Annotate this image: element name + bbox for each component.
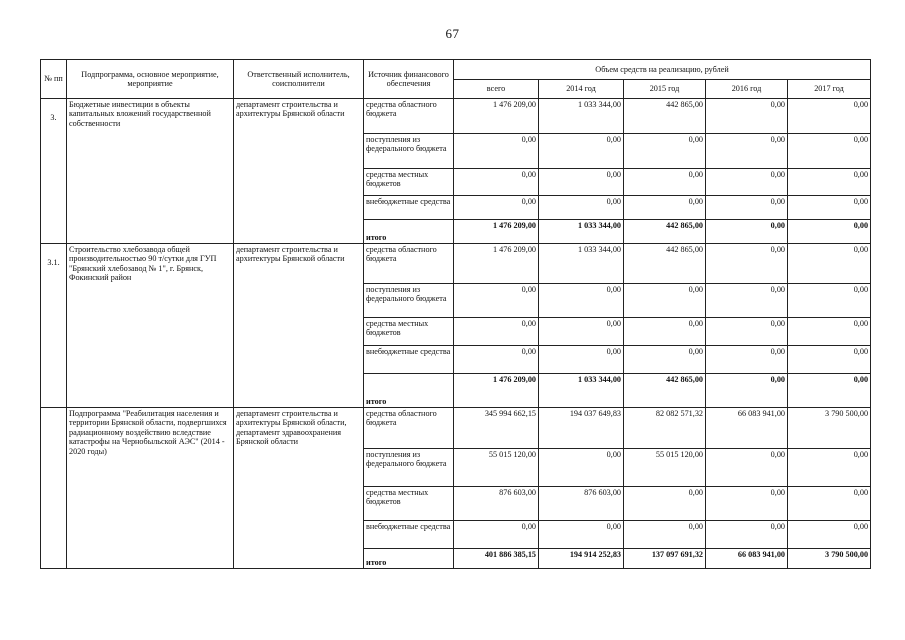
amount-cell: 0,00 [706,244,788,284]
amount-cell: 1 033 344,00 [539,99,624,134]
amount-cell: 0,00 [788,169,871,196]
header-executor: Ответственный исполнитель, соисполнители [234,60,364,99]
table-header [41,60,871,99]
amount-cell: 1 476 209,00 [454,374,539,408]
amount-cell: 66 083 941,00 [706,408,788,449]
amount-cell: 0,00 [454,196,539,220]
row-number [41,408,67,569]
amount-cell: 0,00 [788,99,871,134]
amount-cell: 194 037 649,83 [539,408,624,449]
amount-cell: 3 790 500,00 [788,549,871,569]
amount-cell: 0,00 [539,196,624,220]
amount-cell: 0,00 [539,169,624,196]
funding-source: внебюджетные средства [364,346,454,374]
funding-source: средства местных бюджетов [364,487,454,521]
amount-cell: 0,00 [539,318,624,346]
amount-cell: 0,00 [706,134,788,169]
amount-cell: 0,00 [454,134,539,169]
header-year: 2014 год [539,80,624,99]
amount-cell: 0,00 [788,134,871,169]
amount-cell: 401 886 385,15 [454,549,539,569]
funding-source: поступления из федерального бюджета [364,284,454,318]
amount-cell: 876 603,00 [454,487,539,521]
program-name: Бюджетные инвестиции в объекты капитальных вложений государственной собственности [67,99,234,244]
header-year: 2016 год [706,80,788,99]
header-number: № пп [41,60,67,99]
amount-cell: 0,00 [454,284,539,318]
amount-cell: 0,00 [539,521,624,549]
amount-cell: 0,00 [706,169,788,196]
amount-cell: 1 476 209,00 [454,99,539,134]
header-program: Подпрограмма, основное мероприятие, мероприятие [67,60,234,99]
amount-cell: 0,00 [624,318,706,346]
amount-cell: 0,00 [706,196,788,220]
amount-cell: 0,00 [788,521,871,549]
amount-cell: 0,00 [624,346,706,374]
amount-cell: 1 033 344,00 [539,244,624,284]
funding-source: внебюджетные средства [364,521,454,549]
funding-source: средства областного бюджета [364,99,454,134]
row-number: 3. [41,99,67,244]
header-volume: Объем средств на реализацию, рублей [454,60,871,80]
amount-cell: 0,00 [706,521,788,549]
amount-cell: 0,00 [788,284,871,318]
amount-cell: 0,00 [454,318,539,346]
page-number: 67 [445,26,460,41]
amount-cell: 0,00 [706,449,788,487]
amount-cell: 0,00 [624,487,706,521]
funding-source: внебюджетные средства [364,196,454,220]
amount-cell: 55 015 120,00 [624,449,706,487]
amount-cell: 0,00 [788,318,871,346]
program-name: Строительство хлебозавода общей производительностью 90 т/сутки для ГУП "Брянский хлебозавод № 1", г. Брянск, Фокинский район [67,244,234,408]
amount-cell: 0,00 [706,374,788,408]
amount-cell: 0,00 [706,220,788,244]
amount-cell: 0,00 [706,346,788,374]
amount-cell: 0,00 [454,346,539,374]
header-year: 2017 год [788,80,871,99]
amount-cell: 442 865,00 [624,374,706,408]
funding-source: поступления из федерального бюджета [364,134,454,169]
amount-cell: 1 476 209,00 [454,244,539,284]
funding-source: средства областного бюджета [364,408,454,449]
amount-cell: 66 083 941,00 [706,549,788,569]
amount-cell: 3 790 500,00 [788,408,871,449]
header-year: всего [454,80,539,99]
amount-cell: 0,00 [624,196,706,220]
amount-cell: 0,00 [706,487,788,521]
amount-cell: 0,00 [539,449,624,487]
amount-cell: 0,00 [624,134,706,169]
amount-cell: 0,00 [454,521,539,549]
amount-cell: 0,00 [788,220,871,244]
amount-cell: 0,00 [788,487,871,521]
amount-cell: 0,00 [706,318,788,346]
amount-cell: 0,00 [788,346,871,374]
amount-cell: 0,00 [624,169,706,196]
header-source: Источник финансового обеспечения [364,60,454,99]
amount-cell: 1 033 344,00 [539,220,624,244]
executor-name: департамент строительства и архитектуры Брянской области [234,244,364,408]
amount-cell: 1 476 209,00 [454,220,539,244]
funding-source: итого [364,374,454,408]
amount-cell: 345 994 662,15 [454,408,539,449]
amount-cell: 0,00 [539,284,624,318]
amount-cell: 0,00 [539,346,624,374]
amount-cell: 0,00 [624,284,706,318]
amount-cell: 1 033 344,00 [539,374,624,408]
amount-cell: 0,00 [706,284,788,318]
funding-source: итого [364,220,454,244]
amount-cell: 0,00 [706,99,788,134]
table-row [41,408,871,449]
table-row [41,99,871,134]
amount-cell: 442 865,00 [624,220,706,244]
funding-source: поступления из федерального бюджета [364,449,454,487]
amount-cell: 0,00 [539,134,624,169]
amount-cell: 0,00 [624,521,706,549]
amount-cell: 82 082 571,32 [624,408,706,449]
row-number: 3.1. [41,244,67,408]
amount-cell: 0,00 [454,169,539,196]
amount-cell: 876 603,00 [539,487,624,521]
program-name: Подпрограмма "Реабилитация населения и территории Брянской области, подвергшихся радиационному воздействию вследствие катастрофы на Чернобыльской АЭС" (2014 - 2020 годы) [67,408,234,569]
executor-name: департамент строительства и архитектуры Брянской области, департамент здравоохранения Брянской области [234,408,364,569]
funding-source: средства местных бюджетов [364,169,454,196]
funding-source: средства местных бюджетов [364,318,454,346]
funding-source: средства областного бюджета [364,244,454,284]
amount-cell: 442 865,00 [624,99,706,134]
amount-cell: 0,00 [788,449,871,487]
amount-cell: 0,00 [788,244,871,284]
amount-cell: 442 865,00 [624,244,706,284]
amount-cell: 0,00 [788,196,871,220]
amount-cell: 194 914 252,83 [539,549,624,569]
executor-name: департамент строительства и архитектуры Брянской области [234,99,364,244]
funding-source: итого [364,549,454,569]
amount-cell: 55 015 120,00 [454,449,539,487]
budget-table [40,59,871,569]
table-row [41,244,871,284]
amount-cell: 137 097 691,32 [624,549,706,569]
amount-cell: 0,00 [788,374,871,408]
table-body [41,99,871,569]
header-year: 2015 год [624,80,706,99]
